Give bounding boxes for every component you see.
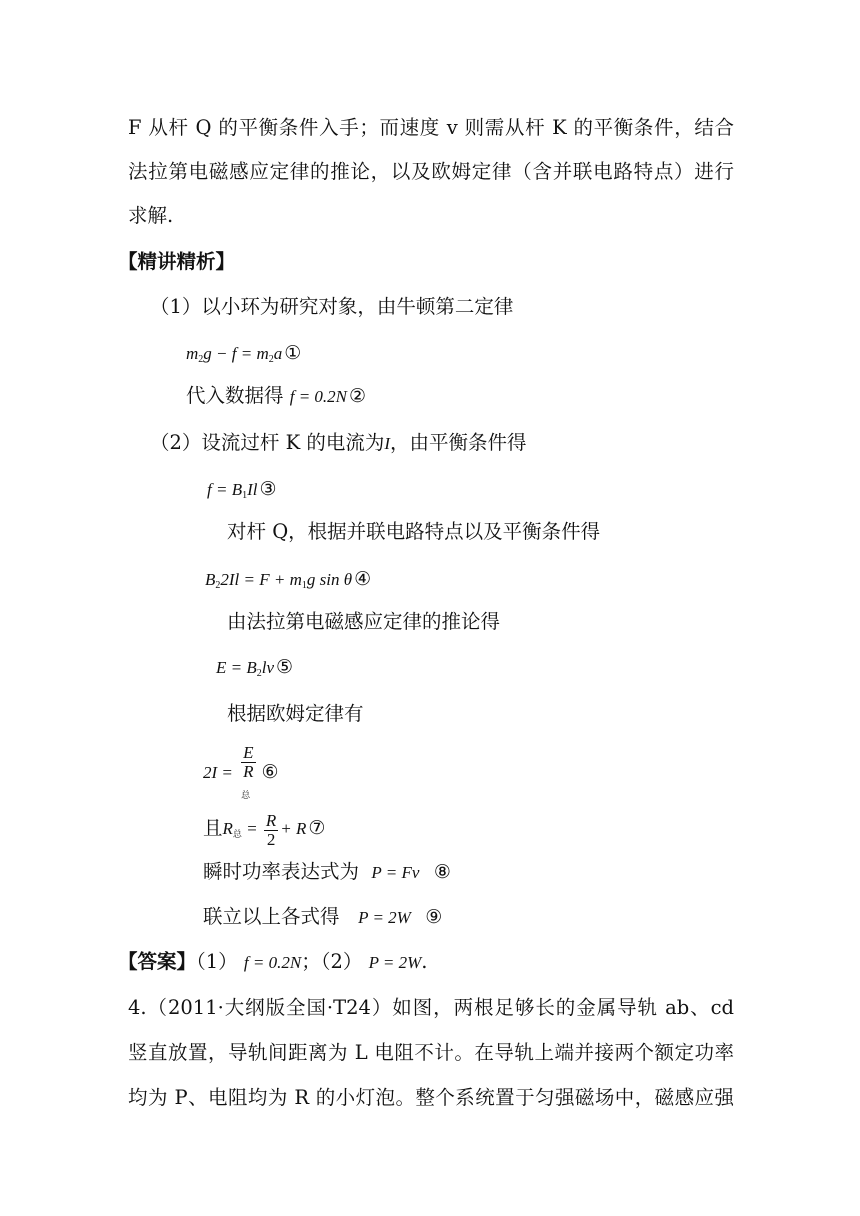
text-ohm: 根据欧姆定律有 xyxy=(227,702,364,725)
equation-7-line: 且$R_总$ = $\frac{R}{2}$ + R ⑦ xyxy=(203,811,326,849)
power-expression-line: 瞬时功率表达式为 P = Fv ⑧ xyxy=(203,860,451,883)
part2-heading: （2）设流过杆 K 的电流为I，由平衡条件得 xyxy=(150,431,527,454)
equation-1: $m_2g - f = m_2a$ ① xyxy=(186,342,302,365)
part1-heading: （1）以小环为研究对象，由牛顿第二定律 xyxy=(150,295,514,318)
combined-result-line: 联立以上各式得 P = 2W ⑨ xyxy=(203,905,443,928)
problem4-line-3: 均为 P、电阻均为 R 的小灯泡。整个系统置于匀强磁场中，磁感应强 xyxy=(128,1086,734,1109)
equation-3: $f = B_1Il$ ③ xyxy=(207,478,277,501)
text-rod-q: 对杆 Q，根据并联电路特点以及平衡条件得 xyxy=(227,520,601,543)
intro-line-1: F 从杆 Q 的平衡条件入手；而速度 v 则需从杆 K 的平衡条件，结合 xyxy=(128,116,734,139)
equation-2: f = 0.2N xyxy=(289,387,348,406)
intro-line-2: 法拉第电磁感应定律的推论，以及欧姆定律（含并联电路特点）进行 xyxy=(128,160,734,183)
section-title: 【精讲精析】 xyxy=(118,250,236,273)
equation-4: $B_22Il = F + m_1g$ sin θ ④ xyxy=(205,568,372,591)
intro-line-3: 求解. xyxy=(128,204,174,227)
equation-5: $E = B_2lv$ ⑤ xyxy=(216,656,294,679)
equation-8: P = Fv xyxy=(371,863,420,882)
problem4-line-1: 4.（2011·大纲版全国·T24）如图，两根足够长的金属导轨 ab、cd xyxy=(128,996,734,1019)
answer-line: 【答案】（1） f = 0.2N；（2） P = 2W. xyxy=(118,950,428,973)
equation-9: P = 2W xyxy=(358,908,411,927)
answer-label: 【答案】 xyxy=(118,950,197,973)
part1-result-line: 代入数据得 f = 0.2N ② xyxy=(186,384,367,407)
text-faraday: 由法拉第电磁感应定律的推论得 xyxy=(227,610,501,633)
equation-6: 2I = E R $_总$ ⑥ xyxy=(203,743,279,800)
problem4-line-2: 竖直放置，导轨间距离为 L 电阻不计。在导轨上端并接两个额定功率 xyxy=(128,1041,734,1064)
equation-7: $R_总$ = $\frac{R}{2}$ + R xyxy=(222,811,307,849)
